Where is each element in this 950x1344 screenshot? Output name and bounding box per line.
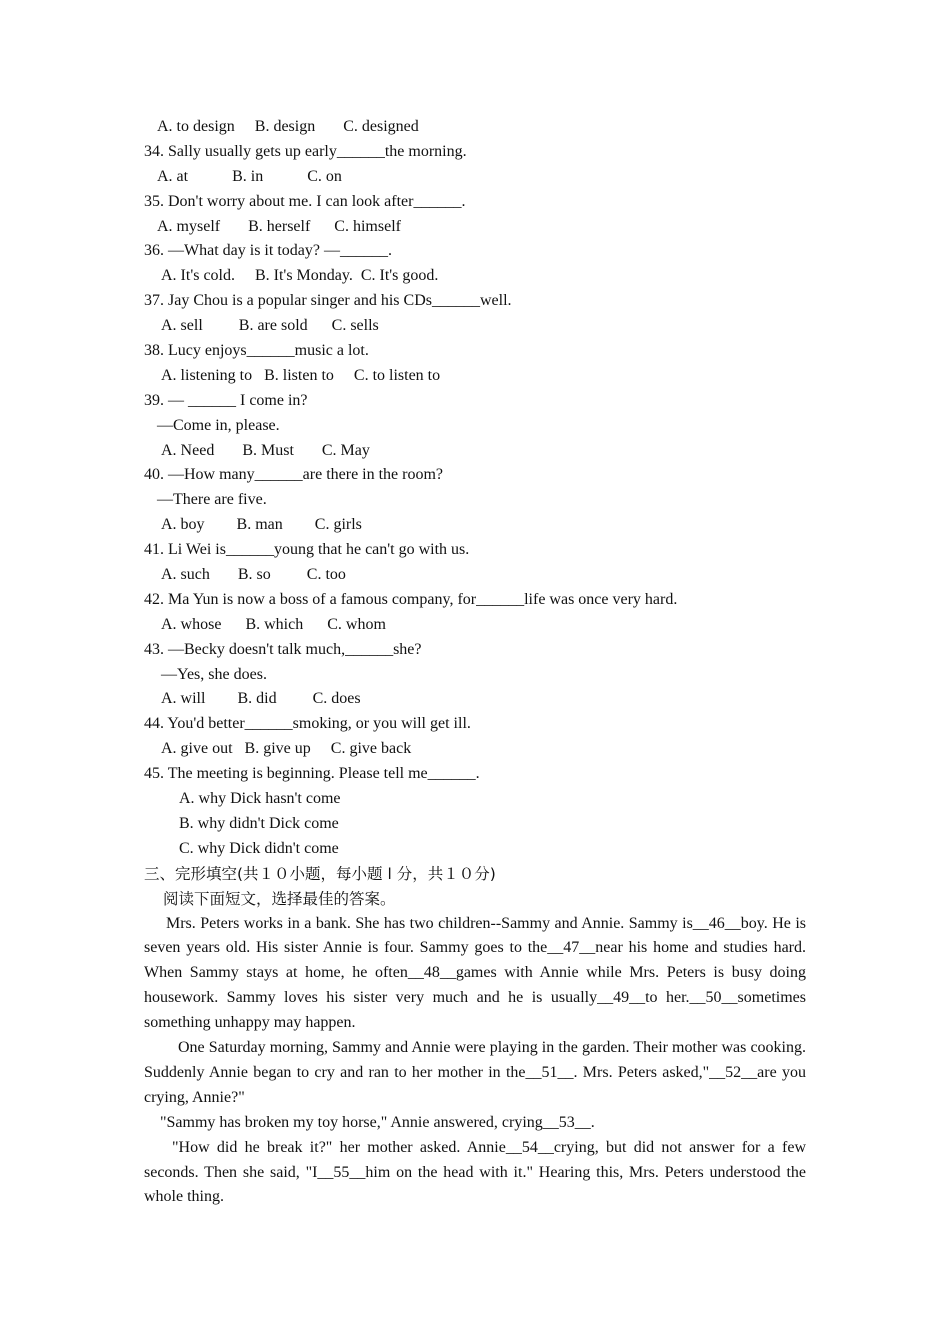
q35-options: A. myself B. herself C. himself (157, 217, 401, 235)
q45-option-b: B. why didn't Dick come (179, 814, 339, 832)
q35-stem: 35. Don't worry about me. I can look after______. (144, 192, 466, 210)
q37-options: A. sell B. are sold C. sells (161, 317, 379, 335)
q43-stem: 43. —Becky doesn't talk much,______she? (144, 640, 422, 658)
q44-stem: 44. You'd better______smoking, or you will get ill. (144, 715, 471, 733)
q36-stem: 36. —What day is it today? —______. (144, 242, 392, 260)
passage-paragraph-4: "How did he break it?" her mother asked. Annie__54__crying, but did not answer for a few seconds. Then she said, "I__55__him on the head with it." Hearing this, Mrs. Peters understood the whole thing. (144, 1138, 806, 1206)
passage-paragraph-1: Mrs. Peters works in a bank. She has two children--Sammy and Annie. Sammy is__46__boy. He is seven years old. His sister Annie is four. Sammy goes to the__47__near his home and studies hard. When Sammy stays at home, he often__48__games with Annie while Mrs. Peters is busy doing housework. Sammy loves his sister very much and he is usually__49__to her.__50__sometimes something unhappy may happen. (144, 914, 806, 1032)
passage-paragraph-2: One Saturday morning, Sammy and Annie were playing in the garden. Their mother was cooking. Suddenly Annie began to cry and ran to her mother in the__51__. Mrs. Peters asked,"__52__are you crying, Annie?" (144, 1039, 806, 1106)
q36-options: A. It's cold. B. It's Monday. C. It's good. (161, 267, 439, 285)
q41-stem: 41. Li Wei is______young that he can't go with us. (144, 541, 470, 559)
q42-stem: 42. Ma Yun is now a boss of a famous company, for______life was once very hard. (144, 590, 678, 608)
q39-stem: 39. — ______ I come in? (144, 391, 308, 409)
q40-options: A. boy B. man C. girls (161, 516, 362, 534)
q44-options: A. give out B. give up C. give back (161, 740, 412, 758)
q45-option-a: A. why Dick hasn't come (179, 790, 341, 808)
q43-options: A. will B. did C. does (161, 690, 361, 708)
q39-options: A. Need B. Must C. May (161, 441, 370, 459)
passage-paragraph-3: "Sammy has broken my toy horse," Annie answered, crying__53__. (160, 1113, 595, 1131)
q34-options: A. at B. in C. on (157, 167, 342, 185)
section-instruction: 阅读下面短文，选择最佳的答案。 (163, 889, 396, 908)
q43-answer: —Yes, she does. (161, 665, 267, 683)
q38-options: A. listening to B. listen to C. to listen to (161, 366, 441, 384)
q38-stem: 38. Lucy enjoys______music a lot. (144, 342, 369, 360)
q39-answer: —Come in, please. (157, 416, 280, 434)
q40-stem: 40. —How many______are there in the room? (144, 466, 444, 484)
q37-stem: 37. Jay Chou is a popular singer and his CDs______well. (144, 292, 512, 310)
q45-stem: 45. The meeting is beginning. Please tell me______. (144, 765, 480, 783)
section-heading: 三、完形填空(共１０小题，每小题 l 分，共１０分) (144, 864, 496, 883)
q34-stem: 34. Sally usually gets up early______the morning. (144, 142, 467, 160)
q40-answer: —There are five. (157, 491, 267, 509)
q45-option-c: C. why Dick didn't come (179, 839, 339, 857)
q42-options: A. whose B. which C. whom (161, 615, 386, 633)
q41-options: A. such B. so C. too (161, 566, 346, 584)
q33-options: A. to design B. design C. designed (157, 118, 419, 135)
exam-page (144, 115, 806, 1210)
